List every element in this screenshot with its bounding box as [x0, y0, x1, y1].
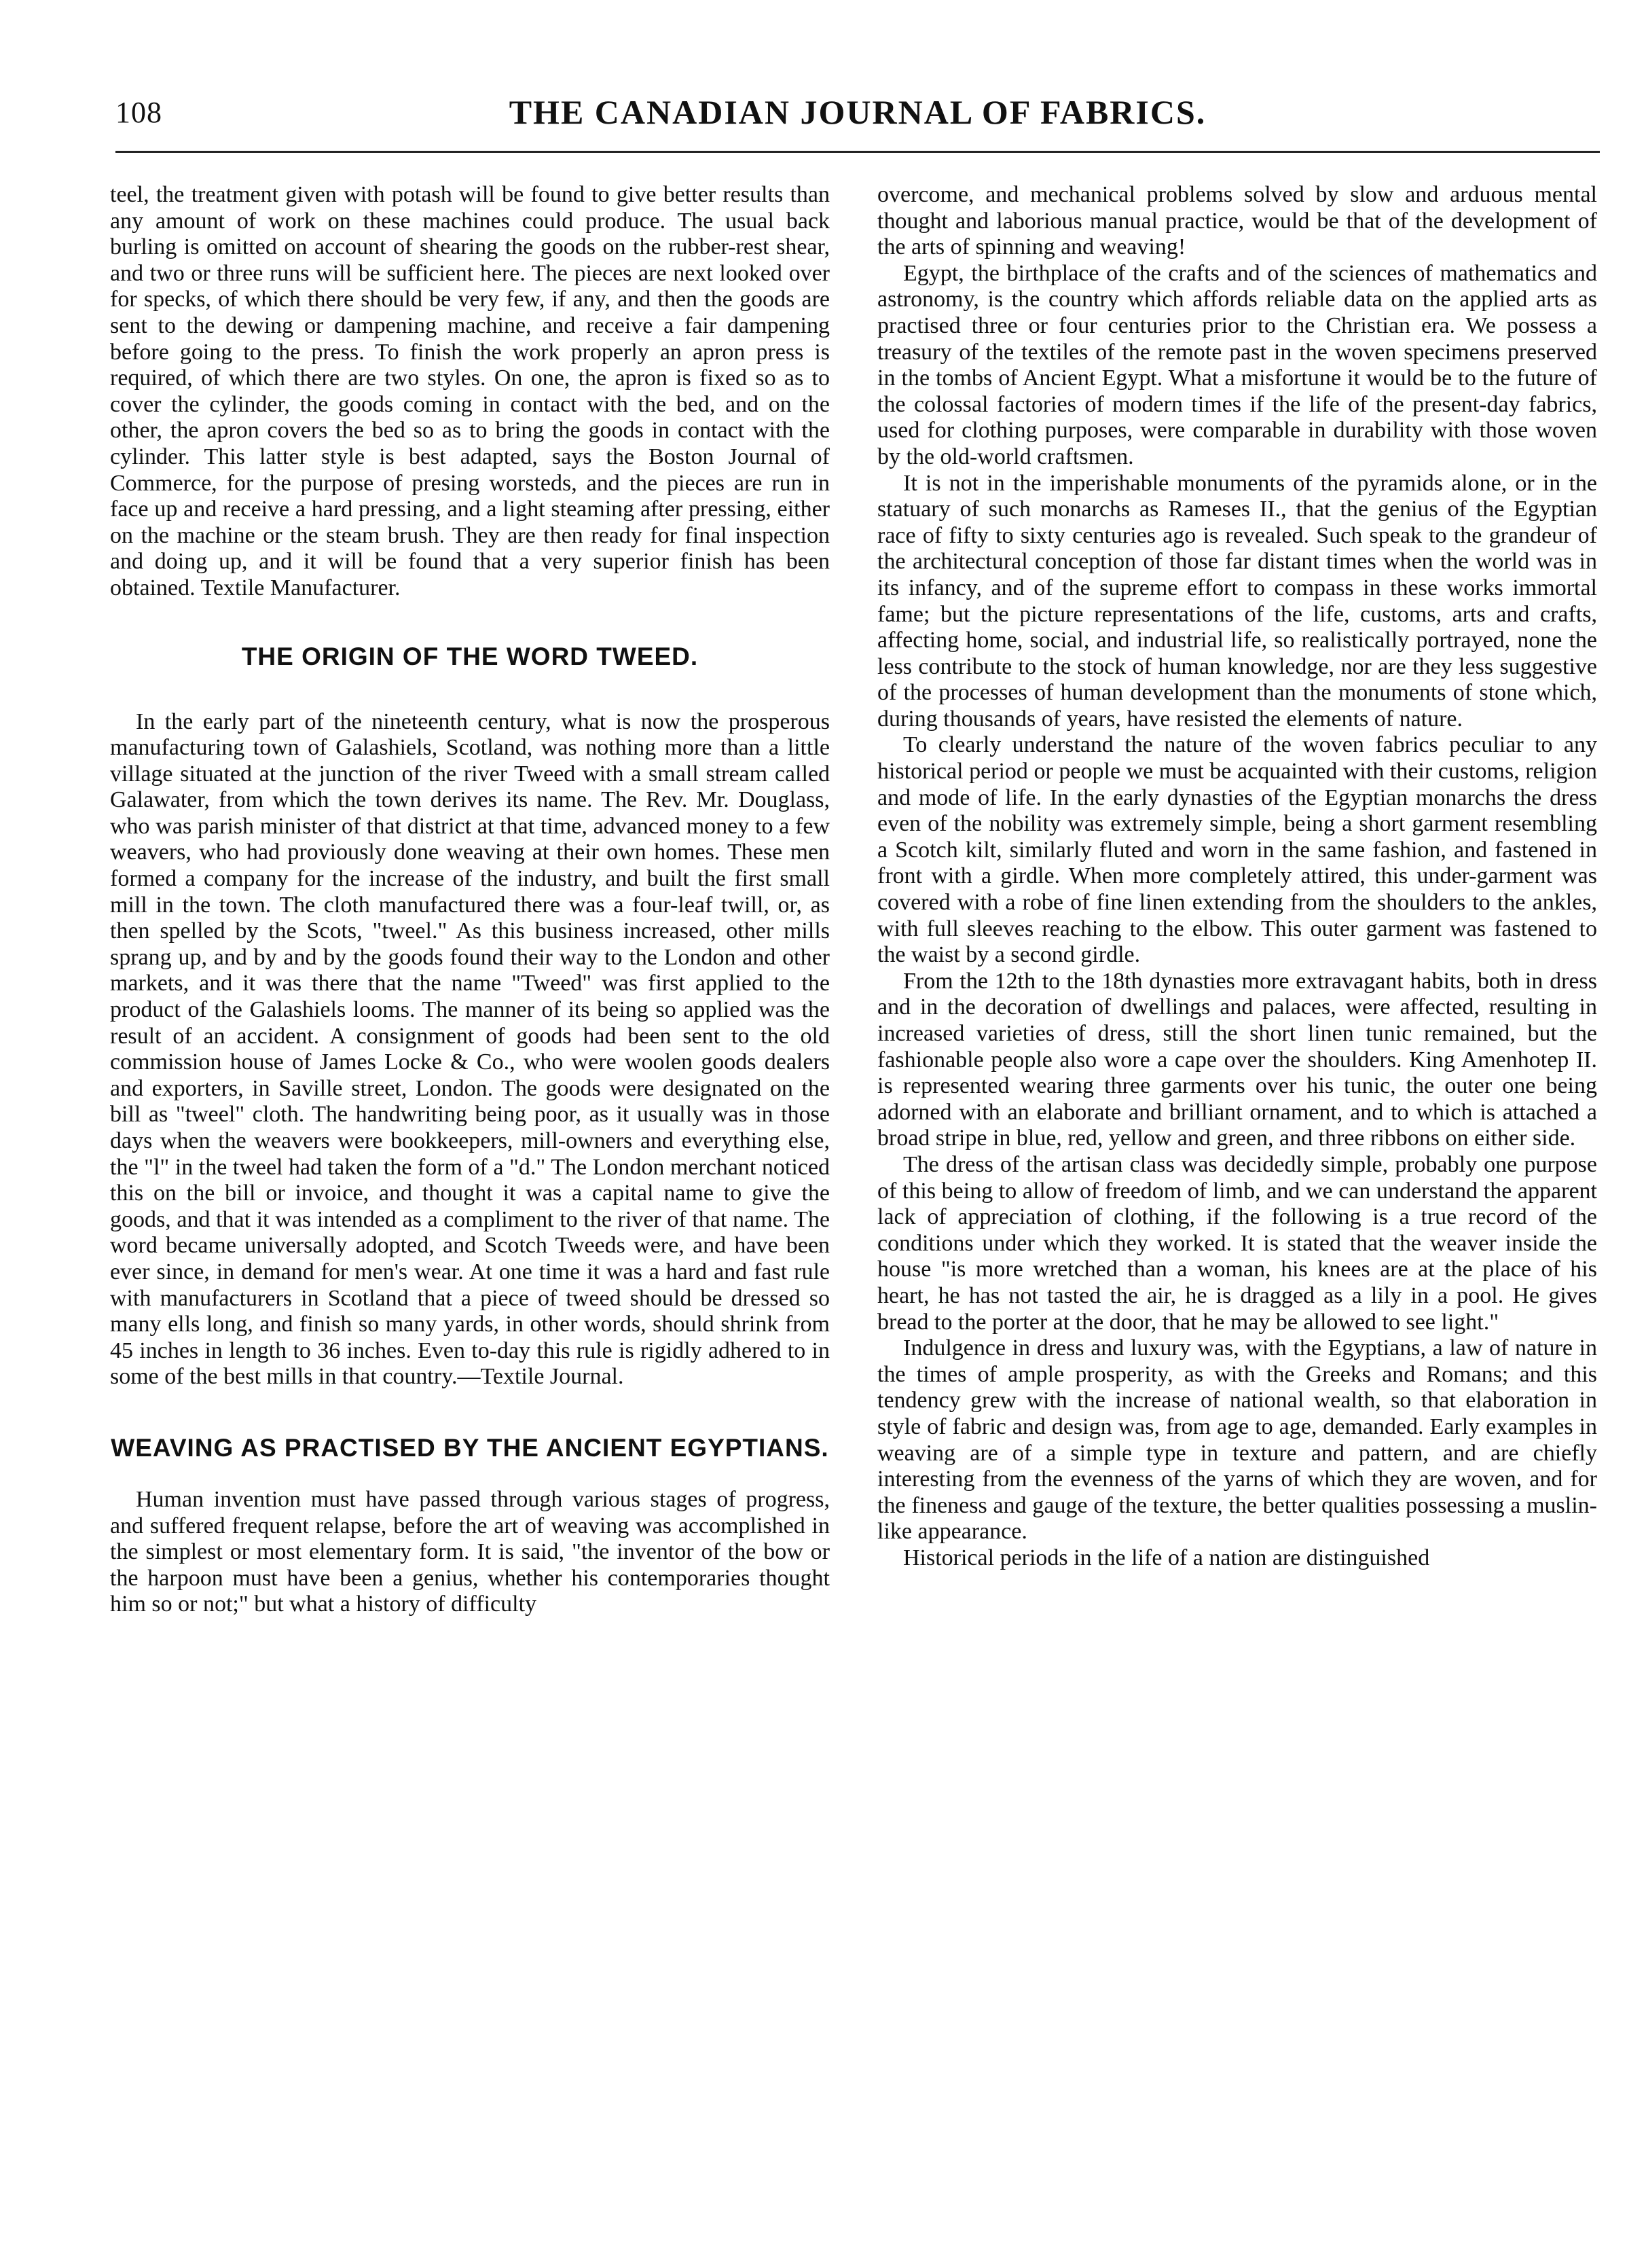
article-paragraph: Egypt, the birthplace of the crafts and of the sciences of mathematics and astronomy, is the country which affords reliable data on the applied arts as practised three or four centuries prior to the Christian era. We possess a treasury of the textiles of the remote past in the woven specimens preserved in the tombs of Ancient Egypt. What a misfortune it would be to the future of the colossal factories of modern times if the life of the present-day fabrics, used for clothing purposes, were comparable in durability with those woven by the old-world craftsmen.	[877, 260, 1597, 469]
article-paragraph: The dress of the artisan class was decidedly simple, probably one purpose of this being to allow of freedom of limb, and we can understand the apparent lack of appreciation of clothing, if the following is a true record of the conditions under which they worked. It is stated that the weaver inside the house "is more wretched than a woman, his knees are at the place of his heart, he has not tasted the air, he is dragged as a lily in a pool. He gives bread to the porter at the door, that he may be allowed to see light."	[877, 1151, 1597, 1335]
article-paragraph-weaving: Human invention must have passed through various stages of progress, and suffered frequent relapse, before the art of weaving was accomplished in the simplest or most elementary form. It is said, "the inventor of the bow or the harpoon must have been a genius, whether his contemporaries thought him so or not;" but what a history of difficulty	[110, 1486, 830, 1617]
article-paragraph-tweed: In the early part of the nineteenth century, what is now the prosperous manufacturing town of Galashiels, Scotland, was nothing more than a little village situated at the junction of the river Tweed with a small stream called Galawater, from which the town derives its name. The Rev. Mr. Douglass, who was parish minister of that district at that time, advanced money to a few weavers, who had proviously done weaving at their own homes. These men formed a company for the increase of the industry, and built the first small mill in the town. The cloth manufactured there was a four-leaf twill, or, as then spelled by the Scots, "tweel." As this business increased, other mills sprang up, and by and by the goods found their way to the London and other markets, and it was there that the name "Tweed" was first applied to the product of the Galashiels looms. The manner of its being so applied was the result of an accident. A consignment of goods had been sent to the old commission house of James Locke & Co., who were woolen goods dealers and exporters, in Saville street, London. The goods were designated on the bill as "tweel" cloth. The handwriting being poor, as it usually was in those days when the weavers were bookkeepers, mill-owners and everything else, the "l" in the tweel had taken the form of a "d." The London merchant noticed this on the bill or invoice, and thought it was a capital name to give the goods, and that it was intended as a compliment to the river of that name. The word became universally adopted, and Scotch Tweeds were, and have been ever since, in demand for men's wear. At one time it was a hard and fast rule with manufacturers in Scotland that a piece of tweed should be dressed so many ells long, and finish so many yards, in other words, should shrink from 45 inches in length to 36 inches. Even to-day this rule is rigidly adhered to in some of the best mills in that country.—Textile Journal.	[110, 708, 830, 1390]
article-heading-tweed: THE ORIGIN OF THE WORD TWEED.	[241, 642, 699, 670]
journal-title: THE CANADIAN JOURNAL OF FABRICS.	[509, 93, 1207, 131]
page-number: 108	[115, 96, 162, 129]
right-column	[877, 182, 1597, 2233]
article-paragraph: Indulgence in dress and luxury was, with the Egyptians, a law of nature in the times of ample prosperity, as with the Greeks and Romans; and this tendency grew with the increase of national wealth, so that elaboration in style of fabric and design was, from age to age, demanded. Early examples in weaving are of a simple type in texture and pattern, and are chiefly interesting from the evenness of the yarns of which they are woven, and for the fineness and gauge of the texture, the better qualities possessing a muslin-like appearance.	[877, 1335, 1597, 1545]
article-paragraph: It is not in the imperishable monuments of the pyramids alone, or in the statuary of such monarchs as Rameses II., that the genius of the Egyptian race of fifty to sixty centuries ago is revealed. Such speak to the grandeur of the architectural conception of those far distant times when the world was in its infancy, and of the supreme effort to compass in these works immortal fame; but the picture representations of the life, customs, arts and crafts, affecting home, social, and industrial life, so realistically portrayed, none the less contribute to the stock of human knowledge, nor are they less suggestive of the processes of human development than the monuments of stone which, during thousands of years, have resisted the elements of nature.	[877, 470, 1597, 732]
article-paragraph: From the 12th to the 18th dynasties more extravagant habits, both in dress and in the decoration of dwellings and palaces, were affected, resulting in increased varieties of dress, still the short linen tunic remained, but the fashionable people also wore a cape over the shoulders. King Amenhotep II. is represented wearing three garments over his tunic, the outer one being adorned with an elaborate and brilliant ornament, and to which is attached a broad stripe in blue, red, yellow and green, and three ribbons on either side.	[877, 968, 1597, 1151]
article-paragraph: To clearly understand the nature of the woven fabrics peculiar to any historical period or people we must be acquainted with their customs, religion and mode of life. In the early dynasties of the Egyptian monarchs the dress even of the nobility was extremely simple, being a short garment resembling a Scotch kilt, similarly fluted and worn in the same fashion, and fastened in front with a girdle. When more completely attired, this under-garment was covered with a robe of fine linen extending from the shoulders to the ankles, with full sleeves reaching to the elbow. This outer garment was fastened to the waist by a second girdle.	[877, 732, 1597, 968]
header-rule	[115, 151, 1600, 153]
article-paragraph: Historical periods in the life of a nation are distinguished	[903, 1545, 1430, 1570]
page-header	[115, 92, 1600, 140]
article-heading-weaving: WEAVING AS PRACTISED BY THE ANCIENT EGYPTIANS.	[111, 1433, 829, 1462]
left-column	[110, 182, 830, 2233]
article-paragraph: overcome, and mechanical problems solved by slow and arduous mental thought and laborious manual practice, would be that of the development of the arts of spinning and weaving!	[877, 182, 1597, 260]
continued-paragraph: teel, the treatment given with potash will be found to give better results than any amount of work on these machines could produce. The usual back burling is omitted on account of shearing the goods on the rubber-rest shear, and two or three runs will be sufficient here. The pieces are next looked over for specks, of which there should be very few, if any, and then the goods are sent to the dewing or dampening machine, and receive a fair dampening before going to the press. To finish the work properly an apron press is required, of which there are two styles. On one, the apron is fixed so as to cover the cylinder, the goods coming in contact with the bed, and on the other, the apron covers the bed so as to bring the goods in contact with the cylinder. This latter style is best adapted, says the Boston Journal of Commerce, for the purpose of presing worsteds, and the pieces are run in face up and receive a hard pressing, and a light steaming after pressing, either on the machine or the steam brush. They are then ready for final inspection and doing up, and it will be found that a very superior finish has been obtained. Textile Manufacturer.	[110, 182, 830, 600]
